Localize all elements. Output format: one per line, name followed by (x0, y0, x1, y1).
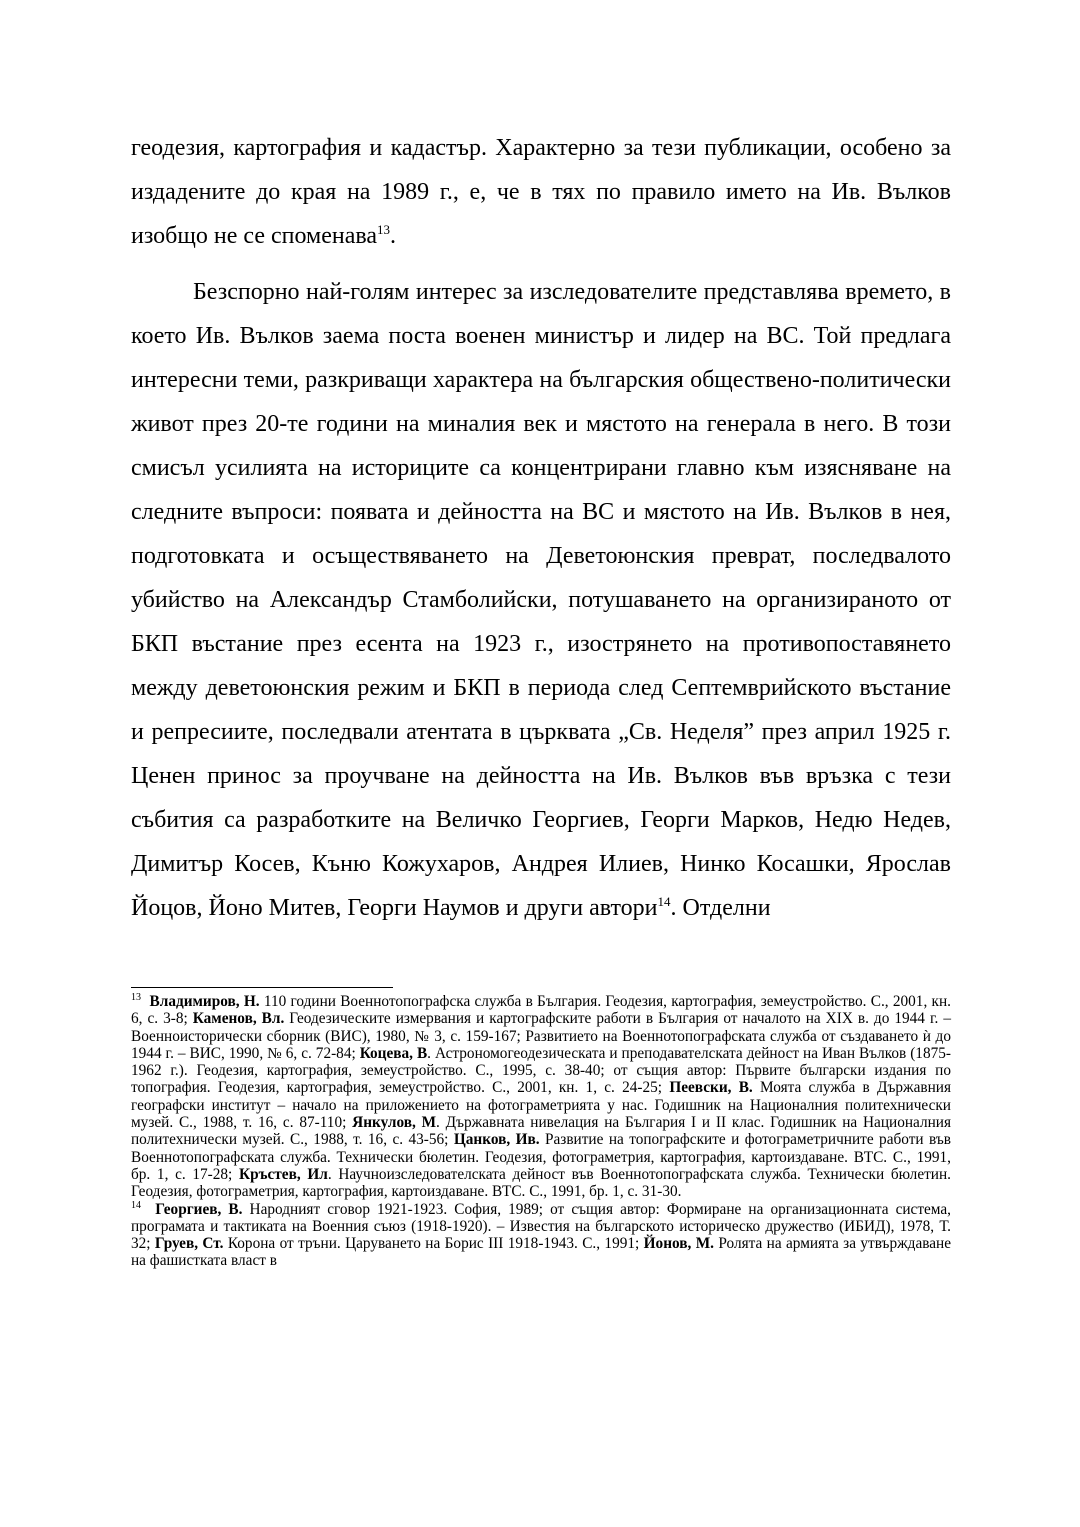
footnote14-text-3: Корона от тръни. Царуването на Борис III 1918-1943. С., 1991; (223, 1235, 644, 1253)
footnote14-text-5: Ролята на армията за утвърждаване на фашистката власт в (131, 1235, 952, 1270)
footnotes (131, 993, 951, 1270)
footnote13-author-10: Цанков, Ив. (453, 1131, 540, 1149)
footnote13-text-13: . Научноизследователската дейност във Военнотопографската служба. Технически бюлетин. Геодезия, фотограметрия, картография, картоиздаване. ВТС. С., 1991, бр. 1, с. 31-30. (131, 1165, 951, 1201)
footnote13-author-6: Пеевски, В. (669, 1079, 753, 1097)
footnote14-author-0: Георгиев, В. (155, 1200, 243, 1218)
footnote-ref-13[interactable]: 13 (377, 222, 391, 237)
footnote-ref-14[interactable]: 14 (657, 894, 671, 909)
footnote-14-number: 14 (131, 1199, 141, 1211)
footnote13-text-9: . Държавната нивелация на България I и II клас. Годишник на Националния политехнически музей. С., 1988, т. 16, с. 43-56; (131, 1114, 952, 1149)
footnote14-author-4: Йонов, М. (643, 1235, 715, 1253)
footnote13-author-4: Коцева, В (359, 1044, 428, 1062)
footnote13-text-7: Моята служба в Държавния географски институт – начало на приложението на фотограметрията у нас. Годишник на Националния политехнически музей. С., 1988, т. 16, с. 87-110; (131, 1079, 951, 1132)
paragraph-1-text: геодезия, картография и кадастър. Характерно за тези публикации, особено за издадените до края на 1989 г., е, че в тях по правило името на Ив. Вълков изобщо не се споменава (131, 135, 951, 249)
main-text (131, 126, 951, 930)
footnote-separator (131, 987, 393, 988)
footnote13-author-8: Янкулов, М (352, 1114, 437, 1132)
footnote13-text-3: Геодезическите измервания и картографските работи в България от началото на XIX в. до 1944 г. – Военноисторически сборник (ВИС), 1980, № 3, с. 159-167; Развитието на Военнотопографската служба от създаването ѝ до 1944 г. – ВИС, 1990, № 6, с. 72-84; (131, 1010, 951, 1062)
footnote14-author-2: Груев, Ст. (154, 1235, 224, 1253)
paragraph-2-end: . Отделни (670, 895, 771, 921)
footnote13-author-2: Каменов, Вл. (192, 1010, 285, 1028)
footnote13-text-11: Развитие на топографските и фотограметричните работи във Военнотопографската служба. Технически бюлетин. Геодезия, фотограметрия, картография, картоиздаване. ВТС. С., 1991, бр. 1, с. 17-28; (131, 1131, 951, 1183)
footnote13-text-1: 110 години Военнотопографска служба в България. Геодезия, картография, земеустройство. С., 2001, кн. 6, с. 3-8; (131, 993, 951, 1028)
footnote14-text-1: Народният сговор 1921-1923. София, 1989; от същия автор: Формиране на организационната система, програмата и тактиката на Военния съюз (1918-1920). – Известия на българското историческо дружество (ИБИД), 1978, Т. 32; (131, 1200, 951, 1253)
paragraph-2-text: Безспорно най-голям интерес за изследователите представлява времето, в което Ив. Вълков заема поста военен министър и лидер на ВС. Той предлага интересни теми, разкриващи характера на българския обществено-политически живот през 20-те години на миналия век и мястото на генерала в него. В този смисъл усилията на историците са концентрирани главно към изясняване на следните въпроси: появата и дейността на ВС и мястото на Ив. Вълков в нея, подготовката и осъществяването на Деветоюнския преврат, последвалото убийство на Александър Стамболийски, потушаването на организираното от БКП въстание през есента на 1923 г., изострянето на противопоставянето между деветоюнския режим и БКП в периода след Септемврийското въстание и репресиите, последвали атентата в църквата „Св. Неделя” през април 1925 г. Ценен принос за проучване на дейността на Ив. Вълков във връзка с тези събития са разработките на Величко Георгиев, Георги Марков, Недю Недев, Димитър Косев, Къню Кожухаров, Андрея Илиев, Нинко Косашки, Ярослав Йоцов, Йоно Митев, Георги Наумов и други автори (131, 279, 951, 921)
footnote-13-number: 13 (131, 991, 141, 1003)
paragraph-1-end: . (390, 223, 397, 249)
footnote13-text-5: . Астрономогеодезическата и преподавателската дейност на Иван Вълков (1875-1962 г.). Геодезия, картография, земеустройство. С., 1995, с. 38-40; от същия автор: Първите български издания по топография. Геодезия, картография, земеустройство. С., 2001, кн. 1, с. 24-25; (131, 1044, 951, 1097)
footnote-14 (131, 1201, 951, 1270)
paragraph-2 (131, 270, 951, 930)
footnote13-author-12: Кръстев, Ил (238, 1165, 328, 1183)
paragraph-1 (131, 126, 951, 258)
footnote13-author-0: Владимиров, Н. (149, 993, 260, 1010)
footnote-13 (131, 993, 951, 1201)
